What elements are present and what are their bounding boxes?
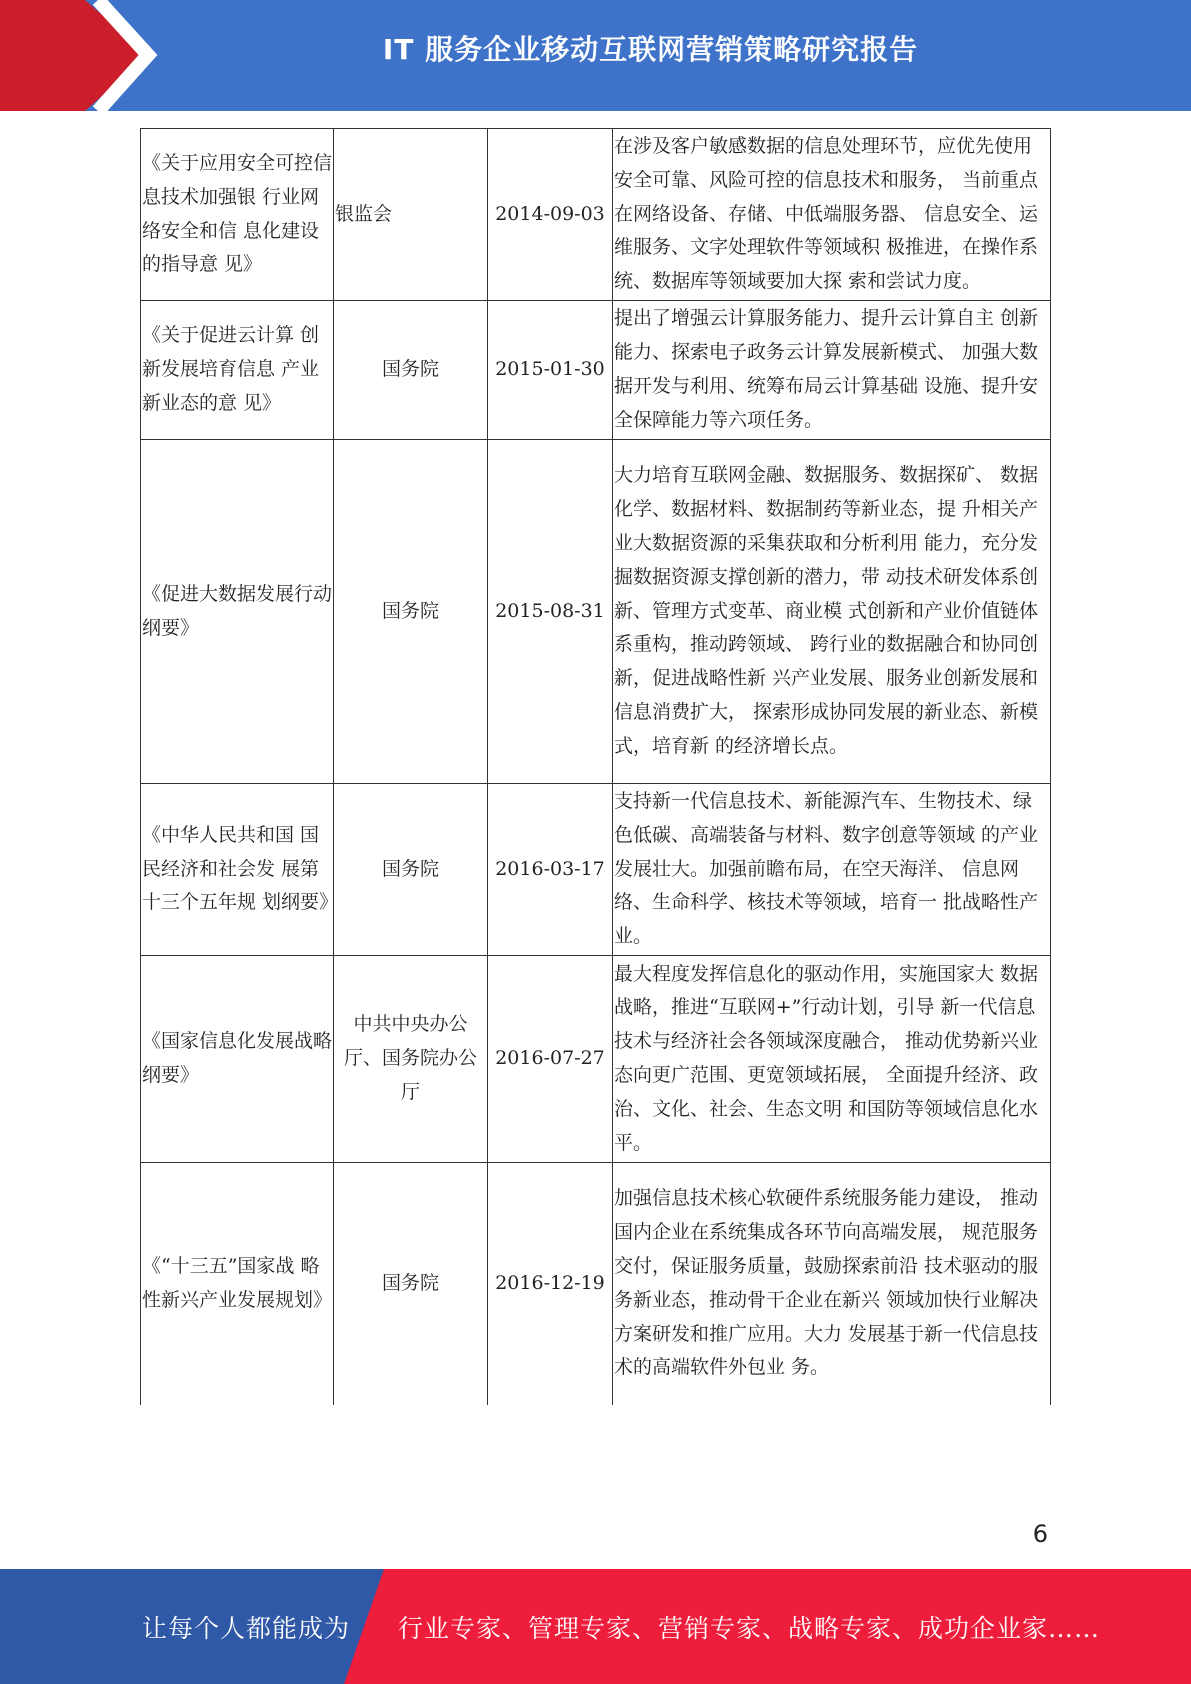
policy-org-cell: 国务院 — [334, 301, 488, 440]
policy-date-cell: 2015-01-30 — [488, 301, 613, 440]
policy-date-cell: 2016-12-19 — [488, 1163, 613, 1405]
table-row — [141, 956, 1051, 1163]
policy-table — [140, 128, 1051, 1405]
page-number: 6 — [1032, 1520, 1048, 1548]
footer-slogan-right: 行业专家、管理专家、营销专家、战略专家、成功企业家…… — [398, 1614, 1101, 1643]
policy-org-cell: 中共中央办公厅、国务院办公厅 — [334, 956, 488, 1163]
policy-desc-cell: 支持新一代信息技术、新能源汽车、生物技术、绿色低碳、高端装备与材料、数字创意等领域 的产业发展壮大。加强前瞻布局，在空天海洋、 信息网络、生命科学、核技术等领域，培育一 批战略性产业。 — [613, 784, 1051, 956]
policy-org-cell: 银监会 — [334, 129, 488, 301]
policy-name-cell: 《促进大数据发展行动纲要》 — [141, 440, 334, 784]
header-title: IT 服务企业移动互联网营销策略研究报告 — [382, 33, 919, 66]
policy-org-cell: 国务院 — [334, 440, 488, 784]
policy-name-cell: 《关于应用安全可控信息技术加强银 行业网络安全和信 息化建设的指导意 见》 — [141, 129, 334, 301]
policy-desc-cell: 提出了增强云计算服务能力、提升云计算自主 创新能力、探索电子政务云计算发展新模式、 加强大数据开发与利用、统筹布局云计算基础 设施、提升安全保障能力等六项任务。 — [613, 301, 1051, 440]
footer-slogan-left: 让每个人都能成为 — [142, 1614, 351, 1643]
policy-desc-cell: 在涉及客户敏感数据的信息处理环节，应优先使用安全可靠、风险可控的信息技术和服务， 当前重点在网络设备、存储、中低端服务器、 信息安全、运维服务、文字处理软件等领域积 极推进，在操作系统、数据库等领域要加大探 索和尝试力度。 — [613, 129, 1051, 301]
page-header — [0, 0, 1191, 111]
policy-name-cell: 《中华人民共和国 国民经济和社会发 展第十三个五年规 划纲要》 — [141, 784, 334, 956]
policy-desc-cell: 大力培育互联网金融、数据服务、数据探矿、 数据化学、数据材料、数据制药等新业态，提 升相关产业大数据资源的采集获取和分析利用 能力，充分发掘数据资源支撑创新的潜力，带 动技术研发体系创新、管理方式变革、商业模 式创新和产业价值链体系重构，推动跨领域、 跨行业的数据融合和协同创新，促进战略性新 兴产业发展、服务业创新发展和信息消费扩大， 探索形成协同发展的新业态、新模式，培育新 的经济增长点。 — [613, 440, 1051, 784]
policy-date-cell: 2016-03-17 — [488, 784, 613, 956]
table-row — [141, 301, 1051, 440]
policy-org-cell: 国务院 — [334, 1163, 488, 1405]
table-row — [141, 129, 1051, 301]
table-row — [141, 784, 1051, 956]
policy-date-cell: 2015-08-31 — [488, 440, 613, 784]
policy-name-cell: 《“十三五”国家战 略性新兴产业发展规划》 — [141, 1163, 334, 1405]
policy-name-cell: 《国家信息化发展战略纲要》 — [141, 956, 334, 1163]
policy-desc-cell: 最大程度发挥信息化的驱动作用，实施国家大 数据战略，推进“互联网+”行动计划，引导 新一代信息技术与经济社会各领域深度融合， 推动优势新兴业态向更广范围、更宽领域拓展， 全面提升经济、政治、文化、社会、生态文明 和国防等领域信息化水平。 — [613, 956, 1051, 1163]
policy-date-cell: 2016-07-27 — [488, 956, 613, 1163]
table-row — [141, 1163, 1051, 1405]
policy-org-cell: 国务院 — [334, 784, 488, 956]
policy-desc-cell: 加强信息技术核心软硬件系统服务能力建设， 推动国内企业在系统集成各环节向高端发展， 规范服务交付，保证服务质量，鼓励探索前沿 技术驱动的服务新业态，推动骨干企业在新兴 领域加快行业解决方案研发和推广应用。大力 发展基于新一代信息技术的高端软件外包业 务。 — [613, 1163, 1051, 1405]
page-footer — [0, 1569, 1191, 1684]
table-row — [141, 440, 1051, 784]
policy-date-cell: 2014-09-03 — [488, 129, 613, 301]
policy-name-cell: 《关于促进云计算 创新发展培育信息 产业新业态的意 见》 — [141, 301, 334, 440]
